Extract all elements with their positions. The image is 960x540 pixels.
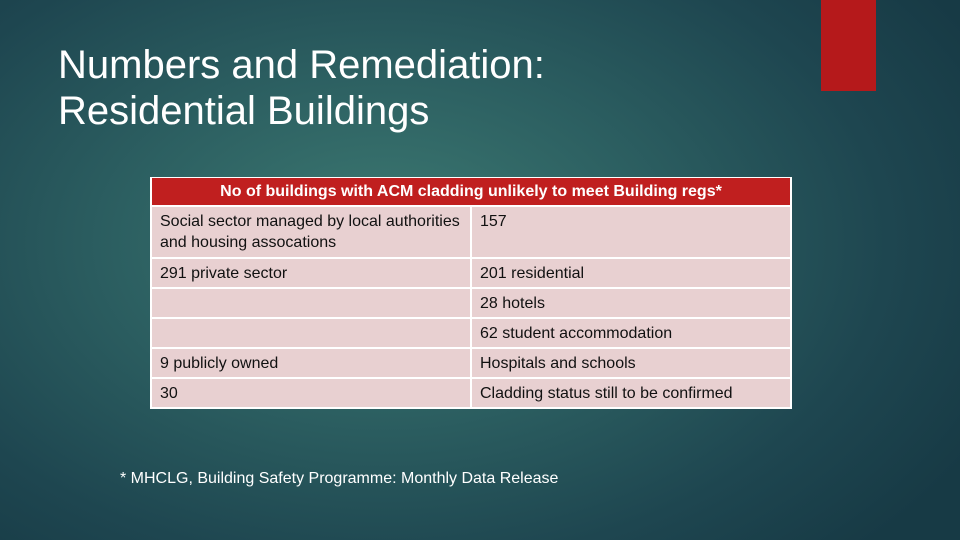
buildings-table (150, 177, 792, 409)
table-cell (150, 289, 471, 317)
table-cell: Cladding status still to be confirmed (471, 379, 792, 407)
table-row (150, 207, 792, 257)
table-cell: 28 hotels (471, 289, 792, 317)
table-header-row (150, 178, 792, 205)
table-row (150, 289, 792, 317)
table-cell (150, 319, 471, 347)
table-row (150, 349, 792, 377)
slide-title-line-2: Residential Buildings (58, 89, 430, 133)
table-cell: 62 student accommodation (471, 319, 792, 347)
footnote: * MHCLG, Building Safety Programme: Monthly Data Release (120, 470, 559, 487)
table-cell: 291 private sector (150, 259, 471, 287)
slide-title-line-1: Numbers and Remediation: (58, 43, 545, 87)
table-row (150, 319, 792, 347)
table-cell: 9 publicly owned (150, 349, 471, 377)
table-header: No of buildings with ACM cladding unlikely to meet Building regs* (150, 178, 792, 205)
accent-bar (821, 0, 876, 91)
table-cell: Hospitals and schools (471, 349, 792, 377)
table-cell: Social sector managed by local authorities and housing assocations (150, 207, 471, 257)
table-cell: 201 residential (471, 259, 792, 287)
slide-title (58, 42, 778, 134)
table-cell: 157 (471, 207, 792, 257)
table-row (150, 259, 792, 287)
table-cell: 30 (150, 379, 471, 407)
data-table (150, 176, 792, 409)
table-row (150, 379, 792, 407)
